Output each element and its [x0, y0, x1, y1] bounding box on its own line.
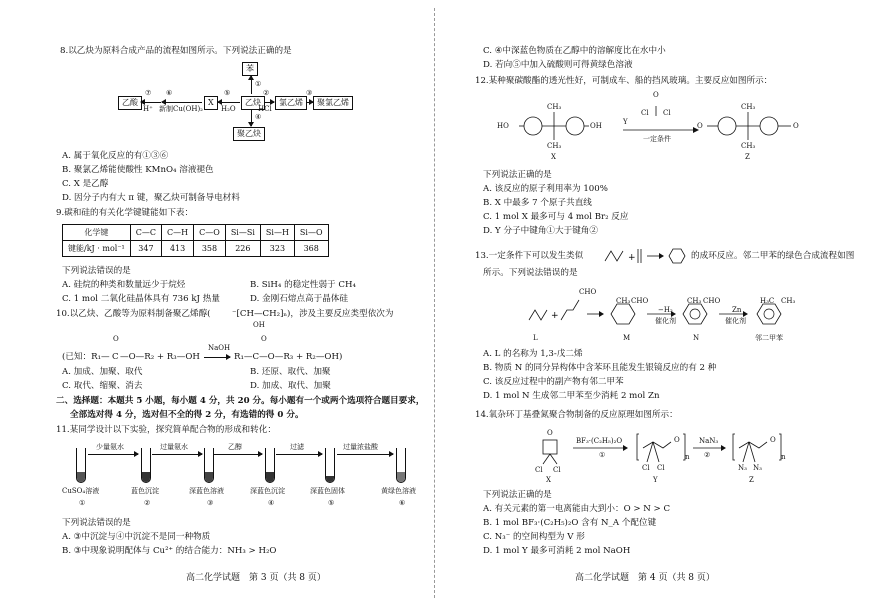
tube-5: [325, 448, 335, 483]
q10-option-d: D. 加成、取代、加聚: [250, 381, 331, 391]
q10-stem: 10.以乙炔、乙酸等为原料制备聚乙烯醇(: [56, 309, 211, 319]
q9-option-d: D. 金刚石熔点高于晶体硅: [250, 294, 348, 304]
q14-y-cl1: Cl: [642, 464, 650, 472]
table-cell: Si—Si: [225, 225, 260, 241]
arrow-7: [141, 102, 161, 103]
q10-known-post: R₁—C—O—R₃ + R₂—OH): [234, 352, 343, 362]
q8-option-d: D. 因分子内有大 π 键，聚乙炔可制备导电材料: [62, 193, 240, 203]
q14-label-y: Y: [653, 476, 658, 484]
q14-option-a: A. 有关元素的第一电离能由大到小：O > N > C: [483, 504, 671, 514]
q11-step-1: 少量氨水: [96, 443, 124, 451]
q14-option-b: B. 1 mol BF₃·(C₂H₅)₂O 含有 N_A 个配位键: [483, 518, 657, 528]
q13-option-b: B. 物质 N 的同分异构体中含苯环且能发生银镜反应的有 2 种: [483, 363, 717, 373]
q12-ask: 下列说法正确的是: [483, 170, 552, 180]
q13-ring-scheme: [601, 245, 691, 267]
q10-known-pre: (已知：R₁—: [62, 352, 110, 362]
q12-oh: OH: [590, 122, 602, 130]
arrow-5: [218, 102, 240, 103]
tube-3: [204, 448, 214, 483]
q12-y-cl2: Cl: [663, 109, 671, 117]
label-6b: 新制Cu(OH)₂: [159, 105, 203, 113]
tube-label-3: 深蓝色溶液: [189, 487, 224, 495]
q9-ask: 下列说法错误的是: [62, 266, 131, 276]
q12-label-x: X: [551, 153, 556, 161]
q14-option-d: D. 1 mol Y 最多可消耗 2 mol NaOH: [483, 546, 631, 556]
label-3: ③: [306, 89, 313, 97]
q12-y-cl1: Cl: [641, 109, 649, 117]
q13-label-n: N: [693, 334, 700, 342]
table-cell: C—O: [194, 225, 226, 241]
node-lvyixi: 氯乙烯: [275, 96, 307, 110]
q13-m-cho: CHO: [631, 297, 649, 305]
q12-ho: HO: [497, 122, 509, 130]
q12-label-z: Z: [745, 153, 750, 161]
label-5: ⑤: [224, 89, 231, 97]
arrow-1: [251, 76, 252, 94]
q11-arrow-5: [337, 454, 393, 455]
q13-l-cho: CHO: [579, 288, 597, 296]
q14-x-cl1: Cl: [535, 466, 543, 474]
q12-y-o: O: [653, 91, 659, 99]
q13-reagent-zn: Zn: [732, 306, 742, 314]
node-julvyixi: 聚氯乙烯: [313, 96, 353, 110]
q14-z-n3-1: N₃: [738, 464, 747, 472]
q14-label-x: X: [546, 476, 551, 484]
table-cell: 键能/kJ · mol⁻¹: [63, 241, 131, 257]
tube-num-3: ③: [207, 499, 214, 507]
q14-step-2: ②: [704, 451, 711, 459]
footer-page-3: 高二化学试题 第 3 页（共 8 页）: [186, 573, 326, 583]
table-cell: 368: [294, 241, 328, 257]
q10-option-c: C. 取代、缩聚、消去: [62, 381, 143, 391]
q12-condition: 一定条件: [643, 135, 671, 143]
tube-6: [396, 448, 406, 483]
q13-m-ch3: CH₃: [616, 297, 631, 305]
table-cell: Si—H: [260, 225, 294, 241]
q8-option-a: A. 属于氧化反应的有①③⑥: [62, 151, 169, 161]
q14-step-1: ①: [599, 451, 606, 459]
q12-option-b: B. X 中最多 7 个原子共直线: [483, 198, 592, 208]
q14-y-n: n: [685, 453, 690, 461]
q12-ch3-top: CH₃: [547, 103, 562, 111]
q14-label-z: Z: [749, 476, 754, 484]
bond-energy-table: [62, 224, 329, 257]
section2-line1: 二、选择题：本题共 5 小题，每小题 4 分，共 20 分。每小题有一个或两个选项符合题目要求，: [56, 396, 425, 406]
label-7: ⑦: [145, 89, 152, 97]
table-cell: 化学键: [63, 225, 131, 241]
tube-num-5: ⑤: [328, 499, 335, 507]
tube-label-5: 深蓝色固体: [310, 487, 345, 495]
q13-stem2: 的成环反应。邻二甲苯的绿色合成流程如图: [691, 251, 855, 261]
node-x: X: [204, 96, 218, 110]
node-yisuan: 乙酸: [118, 96, 142, 110]
table-cell: C—H: [162, 225, 194, 241]
q11-option-c: C. ④中深蓝色物质在乙醇中的溶解度比在水中小: [483, 46, 666, 56]
q14-y-o: O: [674, 436, 680, 444]
q14-x-cl2: Cl: [553, 466, 561, 474]
tube-4: [265, 448, 275, 483]
page-right: [435, 0, 870, 606]
q14-z-n3-2: N₃: [753, 464, 762, 472]
q10-arrow: [204, 357, 230, 358]
svg-text:+: +: [628, 253, 636, 263]
q9-option-b: B. SiH₄ 的稳定性弱于 CH₄: [250, 280, 356, 290]
q10-o-1: O: [113, 335, 119, 343]
q11-step-2: 过量氨水: [160, 443, 188, 451]
q14-stem: 14.氧杂环丁基叠氮聚合物制备的反应原理如图所示：: [475, 410, 678, 420]
q14-option-c: C. N₃⁻ 的空间构型为 V 形: [483, 532, 585, 542]
q13-stem: 13.一定条件下可以发生类似: [475, 251, 584, 261]
tube-label-4: 深蓝色沉淀: [250, 487, 285, 495]
q13-label-l: L: [533, 334, 538, 342]
q14-ask: 下列说法正确的是: [483, 490, 552, 500]
section2-line2: 全部选对得 4 分，选对但不全的得 2 分，有选错的得 0 分。: [70, 410, 304, 420]
tube-num-4: ④: [268, 499, 275, 507]
q9-option-a: A. 硅烷的种类和数量远少于烷烃: [62, 280, 186, 290]
q11-option-a: A. ③中沉淀与④中沉淀不是同一种物质: [62, 532, 211, 542]
q10-known-c: C: [112, 352, 119, 362]
q12-z-o1: O: [697, 122, 703, 130]
table-cell: 358: [194, 241, 226, 257]
q13-n-ch3: CH₃: [687, 297, 702, 305]
q8-option-b: B. 聚氯乙烯能使酸性 KMnO₄ 溶液褪色: [62, 165, 214, 175]
label-6: ⑥: [166, 89, 173, 97]
q11-arrow-1: [88, 454, 138, 455]
q12-z-ch3-top: CH₃: [741, 103, 756, 111]
tube-label-1: CuSO₄溶液: [62, 487, 100, 495]
q10-polymer: ⁻[CH—CH₂]ₙ: [232, 309, 288, 319]
q11-stem: 11.某同学设计以下实验，探究简单配合物的形成和转化：: [56, 425, 276, 435]
q13-option-a: A. L 的名称为 1,3-戊二烯: [483, 349, 583, 359]
q11-step-3: 乙醇: [228, 443, 242, 451]
q14-x-o: O: [547, 429, 553, 437]
table-cell: Si—O: [294, 225, 328, 241]
q14-reagent-nan3: NaN₃: [699, 437, 719, 445]
q8-stem: 8.以乙炔为原料合成产品的流程如图所示。下列说法正确的是: [60, 46, 292, 56]
label-7b: H⁺: [143, 105, 153, 113]
q13-label-product: 邻二甲苯: [755, 334, 783, 342]
q10-o-2: O: [261, 335, 267, 343]
q11-arrow-4: [276, 454, 322, 455]
q12-z-ch3-bottom: CH₃: [741, 142, 756, 150]
tube-num-2: ②: [144, 499, 151, 507]
q11-step-5: 过量浓盐酸: [343, 443, 378, 451]
q12-stem: 12.某种聚碳酸酯的透光性好，可制成车、船的挡风玻璃。主要反应如图所示：: [475, 76, 773, 86]
q13-catalyst-1: 催化剂: [655, 317, 676, 325]
q10-option-b: B. 还原、取代、加聚: [250, 367, 331, 377]
svg-text:+: +: [551, 311, 559, 321]
q9-stem: 9.碳和硅的有关化学键键能如下表：: [56, 208, 194, 218]
node-yique: 乙炔: [241, 96, 265, 110]
q10-option-a: A. 加成、加聚、取代: [62, 367, 143, 377]
q11-option-d: D. 若向⑤中加入硫酸则可得黄绿色溶液: [483, 60, 633, 70]
table-cell: 413: [162, 241, 194, 257]
arrow-2: [264, 102, 274, 103]
q14-y-cl2: Cl: [657, 464, 665, 472]
q14-z-n: n: [781, 453, 786, 461]
q13-stem3: 所示。下列说法错误的是: [483, 268, 578, 278]
q13-option-c: C. 该反应过程中的副产物有邻二甲苯: [483, 377, 624, 387]
q13-label-m: M: [623, 334, 631, 342]
label-2: ②: [263, 89, 270, 97]
q12-option-d: D. Y 分子中键角①大于键角②: [483, 226, 598, 236]
q13-catalyst-2: 催化剂: [725, 317, 746, 325]
q12-ch3-bottom: CH₃: [547, 142, 562, 150]
q12-z-o2: O: [793, 122, 799, 130]
q11-option-b: B. ③中现象说明配体与 Cu²⁺ 的结合能力：NH₃ > H₂O: [62, 546, 277, 556]
q8-option-c: C. X 是乙醇: [62, 179, 109, 189]
q11-ask: 下列说法错误的是: [62, 518, 131, 528]
q9-option-c: C. 1 mol 二氧化硅晶体具有 736 kJ 热量: [62, 294, 220, 304]
q10-polymer-oh: OH: [253, 321, 265, 329]
tube-1: [76, 448, 86, 483]
q13-reagent-h2: −H₂: [658, 306, 673, 314]
q11-arrow-2: [152, 454, 202, 455]
q10-known-mid: —O—R₂ + R₃—OH: [120, 352, 200, 362]
q12-option-c: C. 1 mol X 最多可与 4 mol Br₂ 反应: [483, 212, 629, 222]
tube-num-1: ①: [79, 499, 86, 507]
table-cell: C—C: [130, 225, 161, 241]
q13-p-ch3: CH₃: [781, 297, 796, 305]
label-1: ①: [255, 80, 262, 88]
table-row: [63, 241, 329, 257]
table-header-row: [63, 225, 329, 241]
q14-scheme: [525, 426, 795, 486]
q14-reagent-bf3: BF₃·(C₂H₅)₂O: [576, 437, 623, 445]
q11-arrow-3: [214, 454, 262, 455]
tube-num-6: ⑥: [399, 499, 406, 507]
q12-option-a: A. 该反应的原子利用率为 100%: [483, 184, 608, 194]
table-cell: 347: [130, 241, 161, 257]
tube-label-6: 黄绿色溶液: [381, 487, 416, 495]
arrow-4: [251, 110, 252, 126]
label-5b: H₂O: [221, 105, 236, 113]
table-cell: 323: [260, 241, 294, 257]
arrow-6: [162, 102, 202, 103]
node-juyique: 聚乙炔: [233, 127, 265, 141]
q12-reagent-y: Y: [623, 118, 628, 126]
q10-naoh: NaOH: [208, 344, 231, 352]
q11-step-4: 过滤: [290, 443, 304, 451]
q10-stem2: )，涉及主要反应类型依次为: [287, 309, 394, 319]
q14-z-o: O: [770, 436, 776, 444]
node-ben: 苯: [242, 62, 258, 76]
footer-page-4: 高二化学试题 第 4 页（共 8 页）: [575, 573, 715, 583]
q13-n-cho: CHO: [703, 297, 721, 305]
tube-label-2: 蓝色沉淀: [131, 487, 159, 495]
tube-2: [141, 448, 151, 483]
q13-option-d: D. 1 mol N 生成邻二甲苯至少消耗 2 mol Zn: [483, 391, 660, 401]
label-4: ④: [255, 113, 262, 121]
label-2b: HCl: [258, 105, 272, 113]
table-cell: 226: [225, 241, 260, 257]
q13-p-h3c: H₃C: [760, 297, 775, 305]
